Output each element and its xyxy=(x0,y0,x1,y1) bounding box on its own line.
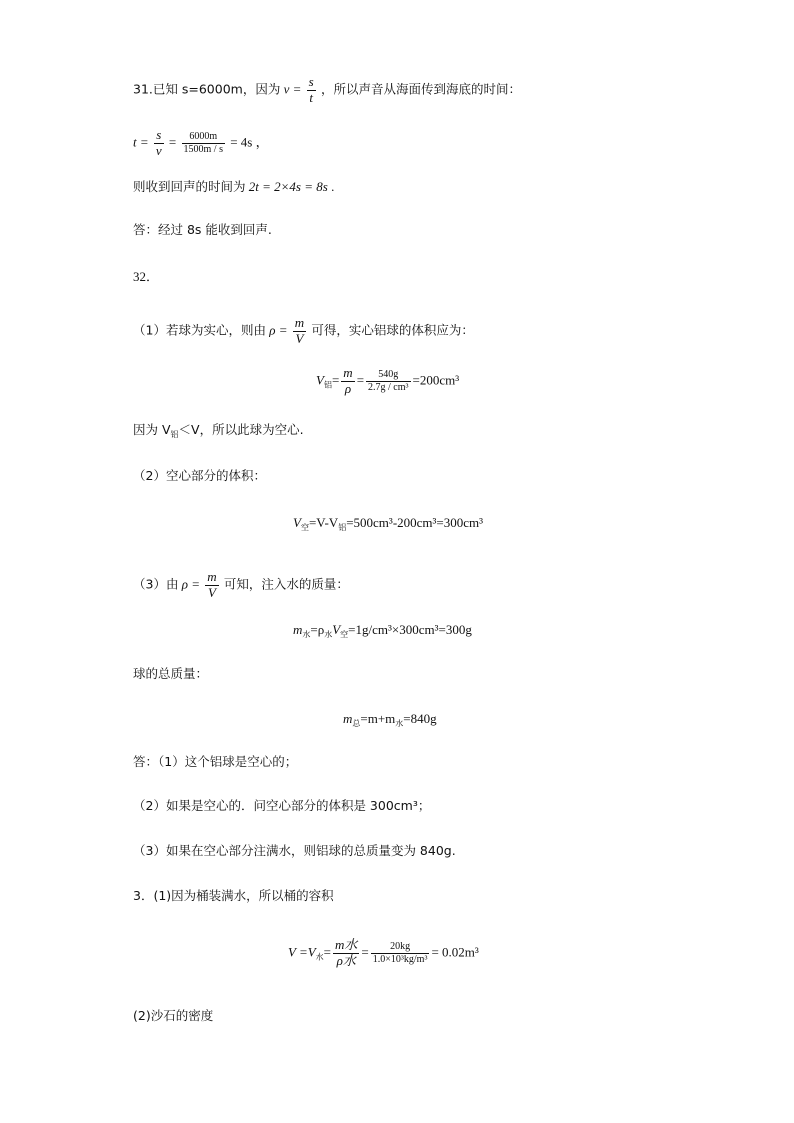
p32-s1-line xyxy=(133,316,474,347)
total-sub2: 水 xyxy=(395,719,404,728)
p32-answer-1: 答：（1）这个铝球是空心的； xyxy=(133,754,298,769)
total-mid: =m+m xyxy=(360,711,396,726)
p31-intro-line xyxy=(133,75,521,106)
p33-v-lhs: V =V xyxy=(288,944,316,960)
vol-lhs: V xyxy=(316,372,324,388)
total-lhs: m xyxy=(343,711,353,726)
vol-f1-num: m xyxy=(343,365,353,380)
vol-fraction-1 xyxy=(341,366,354,397)
vol-f1-den: ρ xyxy=(344,380,352,396)
vol-f2-den: 2.7g / cm³ xyxy=(368,381,409,393)
p32-label: 32． xyxy=(133,269,160,284)
rho-den: V xyxy=(295,330,304,346)
p32-total-label: 球的总质量： xyxy=(133,666,209,681)
t-f2-num: 6000m xyxy=(182,131,225,144)
echo-a: 则收到回声的时间为 xyxy=(133,179,246,194)
t-f2-den: 1500m / s xyxy=(183,143,223,155)
s1-a: （1）若球为实心，则由 xyxy=(133,322,266,338)
t-lhs: t = xyxy=(133,134,149,150)
compare-b: ＜V，所以此球为空心. xyxy=(178,422,304,437)
p32-water-equation xyxy=(293,623,472,639)
p32-compare-line xyxy=(133,423,304,439)
s3-a: （3）由 xyxy=(133,576,179,592)
rho-fraction xyxy=(293,316,306,347)
p31-echo-line xyxy=(133,180,334,194)
p33-v-result: = 0.02m³ xyxy=(431,944,479,960)
t-fraction-1 xyxy=(154,128,164,159)
p33-s1: 3．(1)因为桶装满水，所以桶的容积 xyxy=(133,888,334,903)
rho2-den: V xyxy=(207,584,216,600)
p33-s2: (2)沙石的密度 xyxy=(133,1008,214,1023)
echo-b: . xyxy=(331,179,335,194)
vol-result: =200cm³ xyxy=(412,372,460,388)
t-fraction-2 xyxy=(182,131,225,155)
total-rest: =840g xyxy=(403,711,437,726)
water-sub2: 水 xyxy=(324,630,333,639)
compare-a: 因为 V xyxy=(133,422,171,437)
p32-volume-equation: $V_铝=$ $\frac{m}{\rho}$ = $\frac{540g}{\text{2.7g / cm³}}$ =200cm³ xyxy=(316,365,460,396)
hollow-sub2: 铝 xyxy=(338,523,347,532)
rho-num: m xyxy=(294,315,305,330)
v-formula-den: t xyxy=(309,89,313,105)
vol-sub: 铝 xyxy=(323,380,332,390)
hollow-rest: =500cm³-200cm³=300cm³ xyxy=(346,515,484,530)
water-sub3: 空 xyxy=(340,630,349,639)
v-formula-fraction xyxy=(307,75,316,106)
p31-time-equation xyxy=(133,128,269,159)
rho2-lhs: ρ = xyxy=(181,576,200,592)
t-f1-den: v xyxy=(155,142,162,158)
p33-v-f1-den: ρ水 xyxy=(336,952,356,968)
compare-sub: 铝 xyxy=(170,430,179,439)
p32-hollow-equation xyxy=(293,516,483,532)
t-eq: = xyxy=(168,134,177,150)
p31-intro-b: ，所以声音从海面传到海底的时间： xyxy=(320,81,521,97)
s1-b: 可得，实心铝球的体积应为： xyxy=(311,322,474,338)
rho2-num: m xyxy=(207,569,217,584)
p33-v-fraction-1 xyxy=(333,938,359,969)
t-result: = 4s ， xyxy=(230,134,269,150)
rho-lhs: ρ = xyxy=(269,322,288,338)
vol-f2-num: 540g xyxy=(366,369,411,382)
p33-v-sub: 水 xyxy=(315,952,324,962)
t-f1-num: s xyxy=(154,128,164,144)
water-rest: =1g/cm³×300cm³=300g xyxy=(348,622,472,637)
water-sub: 水 xyxy=(302,630,311,639)
p33-v-f1-num: m水 xyxy=(335,937,358,952)
p32-s3-line xyxy=(133,570,349,601)
rho2-fraction xyxy=(205,570,218,601)
echo-expr: 2t = 2×4s = 8s xyxy=(248,179,328,194)
hollow-mid: =V-V xyxy=(308,515,339,530)
p32-answer-2: （2）如果是空心的．问空心部分的体积是 300cm³； xyxy=(133,798,431,813)
total-sub: 总 xyxy=(352,719,361,728)
p32-total-equation xyxy=(343,712,437,728)
p32-s2: （2）空心部分的体积： xyxy=(133,468,266,483)
p33-v-fraction-2 xyxy=(371,941,430,965)
v-formula-num: s xyxy=(308,74,314,89)
p32-answer-3: （3）如果在空心部分注满水，则铝球的总质量变为 840g. xyxy=(133,843,456,858)
water-mid: =ρ xyxy=(310,622,325,637)
p31-intro-a: 31.已知 s=6000m，因为 xyxy=(133,81,281,97)
hollow-lhs: V xyxy=(293,515,301,530)
water-lhs: m xyxy=(293,622,303,637)
water-mid2: V xyxy=(332,622,341,637)
s3-b: 可知，注入水的质量： xyxy=(223,576,349,592)
p33-v-f2-den: 1.0×10³kg/m³ xyxy=(372,953,428,965)
hollow-sub: 空 xyxy=(300,523,309,532)
v-formula-lhs: v = xyxy=(283,81,302,97)
p33-v-f2-num: 20kg xyxy=(371,941,430,954)
vol-fraction-2 xyxy=(366,369,411,393)
p31-answer: 答：经过 8s 能收到回声. xyxy=(133,222,272,237)
p33-volume-equation: $V =V_水=$ $\frac{\text{m水}}{\text{ρ水}}$ = $\frac{20kg}{\text{1.0×10³kg/m³}}$ = 0.02m³ xyxy=(288,937,479,968)
